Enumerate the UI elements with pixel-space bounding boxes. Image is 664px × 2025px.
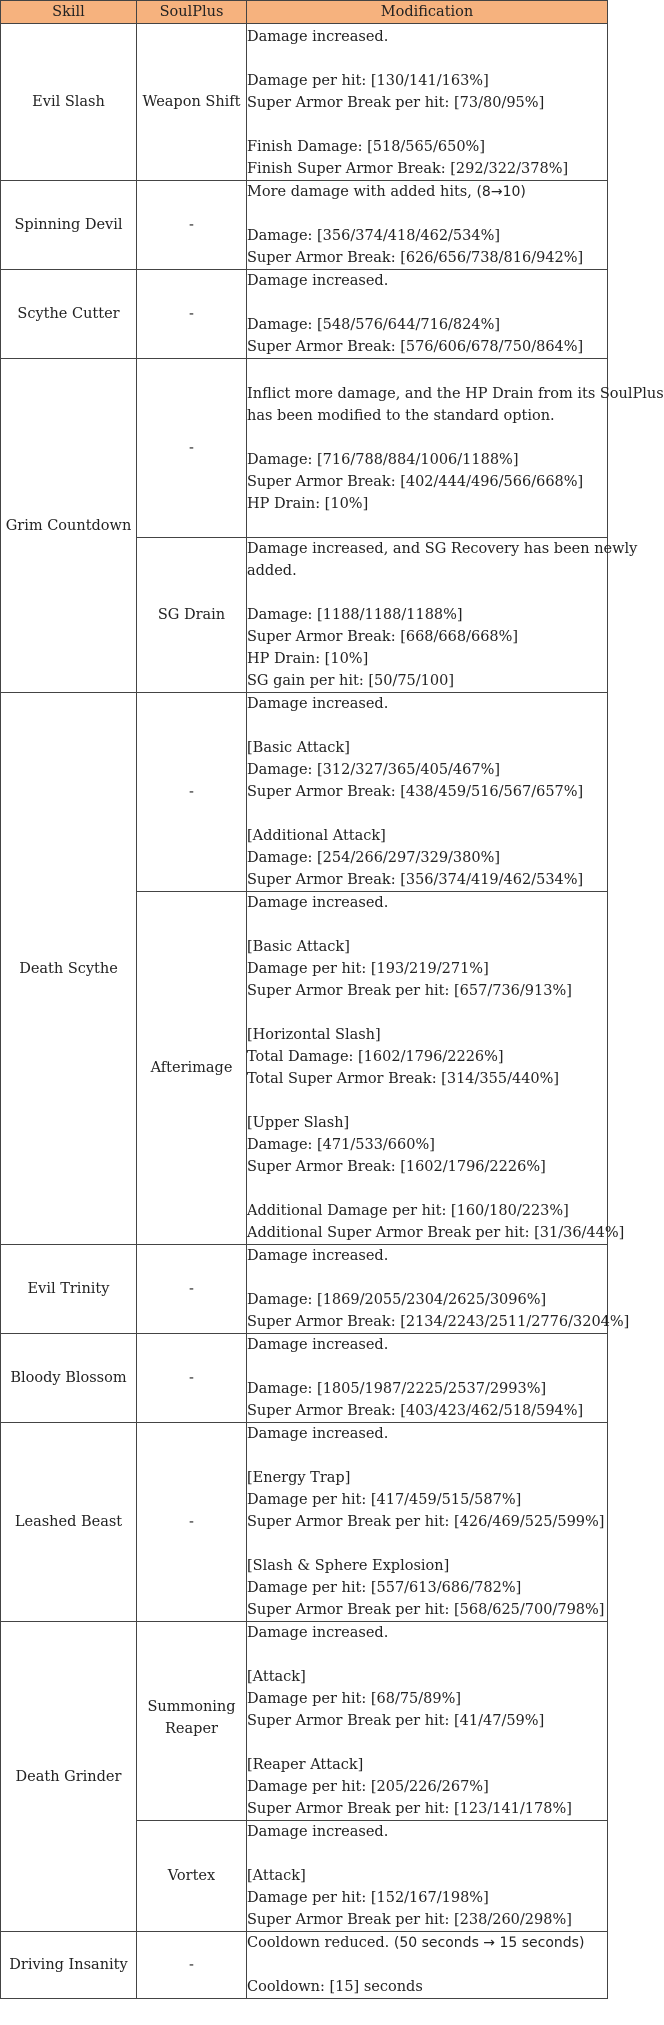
skill-name-death-grinder: Death Grinder — [1, 1622, 137, 1932]
table-row — [1, 24, 608, 181]
mod-line — [247, 1533, 607, 1555]
mod-line — [247, 114, 607, 136]
mod-line: [Reaper Attack] — [247, 1757, 364, 1773]
table-row — [1, 1334, 608, 1423]
mod-line — [247, 1445, 607, 1467]
mod-line: [Slash & Sphere Explosion] — [247, 1558, 450, 1574]
mod-line — [247, 914, 607, 936]
mod-line: Damage per hit: [205/226/267%] — [247, 1779, 489, 1795]
mod-line: Additional Damage per hit: [160/180/223%] — [247, 1203, 569, 1219]
mod-line: SG gain per hit: [50/75/100] — [247, 673, 455, 689]
mod-line: Damage increased. — [247, 29, 389, 45]
mod-line: Damage: [548/576/644/716/824%] — [247, 317, 501, 333]
mod-line: Damage increased. — [247, 1426, 389, 1442]
table-row — [1, 1245, 608, 1334]
mod-line: Damage: [1188/1188/1188%] — [247, 607, 463, 623]
mod-line: [Attack] — [247, 1868, 306, 1884]
mod-line: added. — [247, 563, 297, 579]
mod-line: Total Damage: [1602/1796/2226%] — [247, 1049, 504, 1065]
mod-text: Cooldown reduced. — [247, 1935, 394, 1951]
modification-cell — [247, 1334, 608, 1423]
table-row — [1, 693, 608, 892]
mod-line: Damage: [254/266/297/329/380%] — [247, 850, 501, 866]
mod-line — [247, 361, 607, 383]
soulplus-summoning-reaper — [137, 1622, 247, 1821]
mod-line: Damage increased. — [247, 273, 389, 289]
mod-line — [247, 1932, 607, 1954]
soulplus-line: Summoning — [147, 1699, 236, 1715]
soulplus-sg-drain: SG Drain — [137, 538, 247, 693]
table-header-row — [1, 1, 608, 24]
mod-line: Super Armor Break per hit: [238/260/298%] — [247, 1912, 572, 1928]
mod-line: Super Armor Break: [668/668/668%] — [247, 629, 519, 645]
mod-line: [Energy Trap] — [247, 1470, 351, 1486]
modification-cell — [247, 538, 638, 693]
skill-name-bloody-blossom: Bloody Blossom — [1, 1334, 137, 1423]
soulplus-none: - — [137, 1334, 247, 1423]
modification-cell — [247, 270, 608, 359]
modification-cell — [247, 1622, 608, 1821]
table-row — [1, 359, 608, 538]
modification-cell — [247, 181, 608, 270]
mod-line: Damage per hit: [193/219/271%] — [247, 961, 489, 977]
mod-line — [247, 292, 607, 314]
mod-line: Damage increased, and SG Recovery has been newly — [247, 541, 638, 557]
skill-name-spinning-devil: Spinning Devil — [1, 181, 137, 270]
soulplus-none: - — [137, 1423, 247, 1622]
soulplus-afterimage: Afterimage — [137, 892, 247, 1245]
mod-line: Cooldown: [15] seconds — [247, 1979, 423, 1995]
mod-line: Damage increased. — [247, 1337, 389, 1353]
mod-line: [Additional Attack] — [247, 828, 386, 844]
soulplus-none: - — [137, 1245, 247, 1334]
header-skill: Skill — [1, 1, 137, 24]
modification-cell — [247, 1932, 608, 1999]
skill-name-driving-insanity: Driving Insanity — [1, 1932, 137, 1999]
mod-line: Super Armor Break: [356/374/419/462/534%] — [247, 872, 584, 888]
soulplus-line: Reaper — [165, 1721, 218, 1737]
header-modification: Modification — [247, 1, 608, 24]
skill-name-death-scythe: Death Scythe — [1, 693, 137, 1245]
mod-line: Super Armor Break per hit: [657/736/913%] — [247, 983, 572, 999]
soulplus-none: - — [137, 270, 247, 359]
mod-line: Damage increased. — [247, 1625, 389, 1641]
mod-line: HP Drain: [10%] — [247, 651, 369, 667]
mod-line — [247, 1090, 607, 1112]
skill-name-evil-slash: Evil Slash — [1, 24, 137, 181]
mod-line — [247, 181, 607, 203]
mod-line: Damage increased. — [247, 696, 389, 712]
table-row — [1, 1423, 608, 1622]
skill-name-evil-trinity: Evil Trinity — [1, 1245, 137, 1334]
mod-line — [247, 427, 607, 449]
mod-line: Inflict more damage, and the HP Drain from its SoulPlus — [247, 386, 664, 402]
mod-line: Damage increased. — [247, 895, 389, 911]
mod-line: Total Super Armor Break: [314/355/440%] — [247, 1071, 560, 1087]
mod-line: Damage per hit: [68/75/89%] — [247, 1691, 462, 1707]
mod-line: [Upper Slash] — [247, 1115, 350, 1131]
mod-line: Super Armor Break per hit: [426/469/525/599%] — [247, 1514, 605, 1530]
table-row — [1, 1932, 608, 1999]
mod-line: Finish Damage: [518/565/650%] — [247, 139, 485, 155]
mod-text: More damage with added hits, — [247, 184, 477, 200]
mod-line: Super Armor Break: [402/444/496/566/668%] — [247, 474, 584, 490]
modification-cell — [247, 892, 625, 1245]
mod-line: [Basic Attack] — [247, 939, 350, 955]
mod-line: Damage per hit: [557/613/686/782%] — [247, 1580, 522, 1596]
modification-cell — [247, 1821, 608, 1932]
mod-line: Damage: [1869/2055/2304/2625/3096%] — [247, 1292, 547, 1308]
soulplus-none: - — [137, 359, 247, 538]
mod-line — [247, 48, 607, 70]
modification-cell — [247, 693, 608, 892]
mod-line — [247, 1356, 607, 1378]
modification-cell — [247, 24, 608, 181]
mod-line — [247, 1002, 607, 1024]
mod-line: Damage increased. — [247, 1248, 389, 1264]
table-row — [1, 1622, 608, 1821]
soulplus-vortex: Vortex — [137, 1821, 247, 1932]
mod-line: [Basic Attack] — [247, 740, 350, 756]
mod-line: Damage per hit: [130/141/163%] — [247, 73, 489, 89]
soulplus-none: - — [137, 181, 247, 270]
mod-line — [247, 1954, 607, 1976]
mod-line: Super Armor Break: [1602/1796/2226%] — [247, 1159, 546, 1175]
mod-line: Damage: [312/327/365/405/467%] — [247, 762, 501, 778]
skill-name-scythe-cutter: Scythe Cutter — [1, 270, 137, 359]
skill-name-grim-countdown: Grim Countdown — [1, 359, 137, 693]
mod-line — [247, 1178, 607, 1200]
mod-line: Damage: [1805/1987/2225/2537/2993%] — [247, 1381, 547, 1397]
header-soulplus: SoulPlus — [137, 1, 247, 24]
mod-line: Super Armor Break per hit: [73/80/95%] — [247, 95, 545, 111]
table-row — [1, 270, 608, 359]
mod-line — [247, 582, 607, 604]
mod-line — [247, 1267, 607, 1289]
hit-count-change: (8→10) — [476, 184, 526, 200]
modification-cell — [247, 359, 664, 538]
mod-line: Damage: [471/533/660%] — [247, 1137, 435, 1153]
mod-line: Super Armor Break: [2134/2243/2511/2776/3204%] — [247, 1314, 630, 1330]
mod-line — [247, 1843, 607, 1865]
cooldown-change: (50 seconds → 15 seconds) — [393, 1935, 585, 1951]
mod-line: [Attack] — [247, 1669, 306, 1685]
mod-line: Damage: [356/374/418/462/534%] — [247, 228, 501, 244]
mod-line: Damage per hit: [417/459/515/587%] — [247, 1492, 522, 1508]
mod-line — [247, 1732, 607, 1754]
mod-line — [247, 715, 607, 737]
table-row — [1, 181, 608, 270]
mod-line: [Horizontal Slash] — [247, 1027, 381, 1043]
mod-line: Super Armor Break per hit: [568/625/700/798%] — [247, 1602, 605, 1618]
mod-line — [247, 1644, 607, 1666]
skill-name-leashed-beast: Leashed Beast — [1, 1423, 137, 1622]
modification-cell — [247, 1423, 608, 1622]
mod-line: Super Armor Break per hit: [123/141/178%] — [247, 1801, 572, 1817]
mod-line: Finish Super Armor Break: [292/322/378%] — [247, 161, 569, 177]
mod-line — [247, 803, 607, 825]
mod-line: Super Armor Break: [403/423/462/518/594%] — [247, 1403, 584, 1419]
mod-line: Damage per hit: [152/167/198%] — [247, 1890, 489, 1906]
mod-line: Damage increased. — [247, 1824, 389, 1840]
modification-cell — [247, 1245, 630, 1334]
mod-line: Super Armor Break per hit: [41/47/59%] — [247, 1713, 545, 1729]
soulplus-weapon-shift: Weapon Shift — [137, 24, 247, 181]
mod-line: has been modified to the standard option. — [247, 408, 555, 424]
mod-line: Additional Super Armor Break per hit: [31/36/44%] — [247, 1225, 625, 1241]
mod-line: Super Armor Break: [626/656/738/816/942%] — [247, 250, 584, 266]
mod-line: Super Armor Break: [576/606/678/750/864%] — [247, 339, 584, 355]
mod-line — [247, 515, 607, 537]
soulplus-none: - — [137, 693, 247, 892]
soulplus-none: - — [137, 1932, 247, 1999]
mod-line: Damage: [716/788/884/1006/1188%] — [247, 452, 519, 468]
mod-line: HP Drain: [10%] — [247, 496, 369, 512]
mod-line — [247, 203, 607, 225]
mod-line: Super Armor Break: [438/459/516/567/657%] — [247, 784, 584, 800]
